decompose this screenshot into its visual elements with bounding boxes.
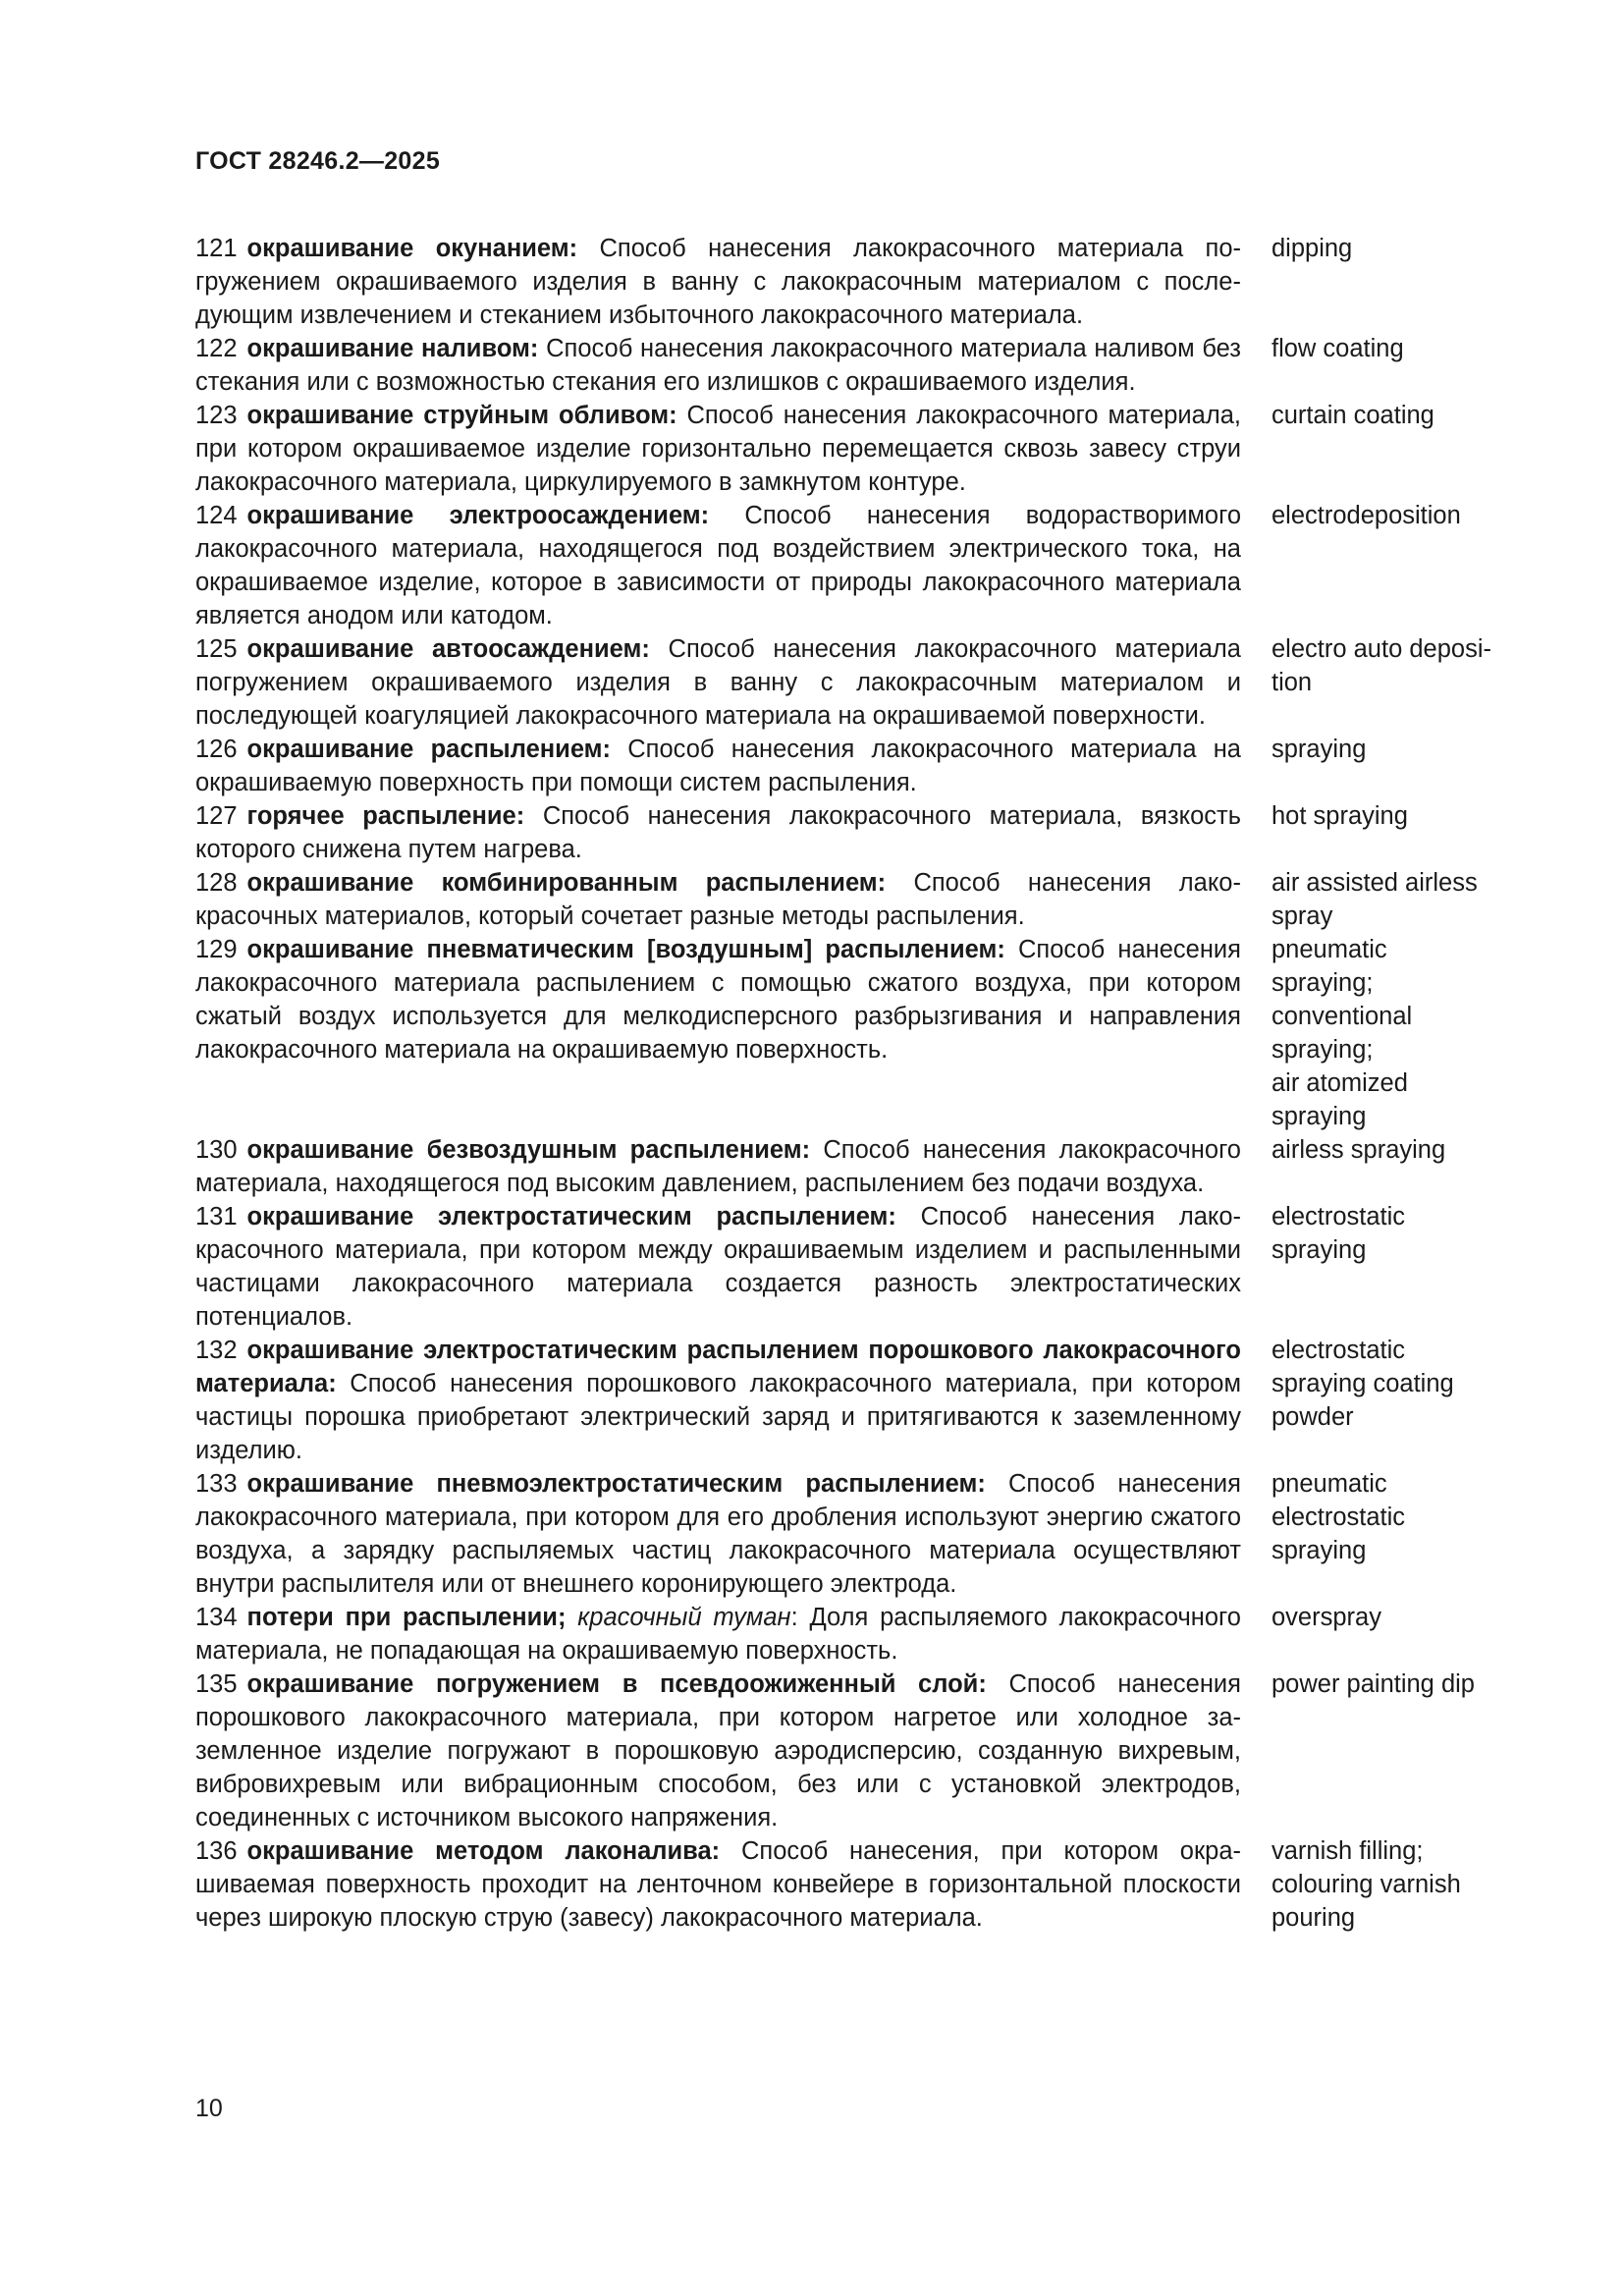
term-definition-text <box>195 399 1241 499</box>
term-name: горячее распыление: <box>246 802 525 830</box>
term-number: 132 <box>195 1337 238 1364</box>
english-equivalent <box>1271 499 1529 532</box>
english-equivalent <box>1271 733 1529 766</box>
term-number: 126 <box>195 736 238 763</box>
english-term-line: airless spraying <box>1271 1136 1446 1164</box>
term-entry <box>195 1834 1531 1935</box>
term-definition-text <box>195 632 1241 733</box>
english-term-line: air assisted airless <box>1271 869 1478 897</box>
term-name: окрашивание струйным обливом: <box>246 402 677 429</box>
english-equivalent <box>1271 399 1529 432</box>
english-equivalent <box>1271 232 1529 265</box>
term-entries <box>195 232 1531 1935</box>
term-definition: Способ нанесения лакокрасочного материала, при котором для его дробления используют энергию сжатого воздуха, а зарядку распыляемых частиц лакокрасочного материала осуществляют внутри распылителя или от внешнего коронирующего электрода. <box>195 1470 1241 1598</box>
english-equivalent <box>1271 1834 1529 1935</box>
term-definition: Способ нанесения лакокрасочного материала, при котором окрашиваемое изделие горизонтально перемещается сквозь завесу струи лакокрасочного материала, циркулируемого в замкнутом контуре. <box>195 402 1241 496</box>
english-term-line: air atomized <box>1271 1069 1408 1097</box>
english-term-line: flow coating <box>1271 335 1404 362</box>
term-name: окрашивание окунанием: <box>246 235 578 262</box>
english-term-line: varnish filling; <box>1271 1837 1424 1865</box>
english-term-line: curtain coating <box>1271 402 1434 429</box>
english-equivalent <box>1271 1200 1529 1267</box>
standard-designation: ГОСТ 28246.2—2025 <box>195 147 441 175</box>
english-term-line: electro auto deposi- <box>1271 635 1491 663</box>
term-entry <box>195 1467 1531 1601</box>
term-number: 131 <box>195 1203 238 1230</box>
term-entry <box>195 866 1531 933</box>
term-definition-text <box>195 733 1241 799</box>
term-entry <box>195 332 1531 399</box>
english-equivalent <box>1271 933 1529 1133</box>
term-entry <box>195 933 1531 1133</box>
english-term-line: spraying coating <box>1271 1370 1454 1397</box>
term-definition: Способ нанесения лакокрасочного материала, при котором между окрашиваемым изделием и распыленными частицами лакокрасочного материала создается разность электростатических потенциалов. <box>195 1203 1242 1331</box>
term-definition: Способ нанесения лакокрасочного материала распылением с помощью сжатого воздуха, при котором сжатый воздух используется для мелкодисперсного разбрызгивания и направления лакокрасочного материала на окрашиваемую поверхность. <box>195 936 1241 1064</box>
term-definition-text <box>195 799 1241 866</box>
term-entry <box>195 399 1531 499</box>
term-definition: Способ нанесения лакокрасочного материала наливом без стекания или с возможностью стекания его излишков с окрашиваемого изделия. <box>195 335 1241 396</box>
term-name: окрашивание наливом: <box>246 335 539 362</box>
english-term-line: pneumatic <box>1271 936 1387 963</box>
term-entry <box>195 1334 1531 1467</box>
term-definition-text <box>195 1601 1241 1667</box>
term-number: 136 <box>195 1837 238 1865</box>
english-term-line: conventional <box>1271 1003 1413 1030</box>
term-definition: Способ нанесения порошкового лакокрасочного материала, при котором частицы порошка приобретают электрический заряд и притягиваются к заземленному изделию. <box>195 1370 1241 1464</box>
term-definition-text <box>195 933 1241 1066</box>
english-term-line: spray <box>1271 902 1333 930</box>
english-term-line: electrostatic <box>1271 1503 1406 1531</box>
term-definition-text <box>195 1467 1241 1601</box>
english-equivalent <box>1271 1601 1529 1634</box>
english-term-line: power painting dip <box>1271 1670 1475 1698</box>
english-term-line: powder <box>1271 1403 1354 1431</box>
term-number: 134 <box>195 1604 238 1631</box>
term-definition: : Доля распыляемого лакокрасочного материала, не попадающая на окрашиваемую поверхность. <box>195 1604 1241 1665</box>
term-name: окрашивание комбинированным распылением: <box>246 869 887 897</box>
english-equivalent <box>1271 1133 1529 1167</box>
term-name: окрашивание распылением: <box>246 736 612 763</box>
term-definition-text <box>195 232 1241 332</box>
term-number: 133 <box>195 1470 238 1498</box>
term-definition-text <box>195 332 1241 399</box>
term-definition: Способ нанесения лакокрасочных материалов, который сочетает разные методы распыления. <box>195 869 1241 930</box>
term-name: потери при распылении; <box>246 1604 567 1631</box>
term-number: 121 <box>195 235 238 262</box>
term-definition-text <box>195 1667 1241 1834</box>
term-number: 135 <box>195 1670 238 1698</box>
term-entry <box>195 632 1531 733</box>
term-definition: Способ нанесения порошкового лакокрасочного материала, при котором нагретое или холодное заземленное изделие погружают в порошковую аэродисперсию, созданную вихревым, вибровихревым или вибрационным способом, без или с установкой электродов, соединенных с источником высокого напряжения. <box>195 1670 1241 1831</box>
term-entry <box>195 1200 1531 1334</box>
english-term-line: spraying; <box>1271 1036 1374 1064</box>
term-definition: Способ нанесения лакокрасочного материала погружением окрашиваемого изделия в ванну с лакокрасочным материалом и последующей коагуляцией лакокрасочного материала на окрашиваемой поверхности. <box>195 635 1241 730</box>
term-number: 125 <box>195 635 238 663</box>
term-definition-text <box>195 1834 1241 1935</box>
english-term-line: colouring varnish <box>1271 1871 1461 1898</box>
term-entry <box>195 1667 1531 1834</box>
term-definition-text <box>195 1200 1241 1334</box>
term-number: 130 <box>195 1136 238 1164</box>
term-definition: Способ нанесения лакокрасочного материала, вязкость которого снижена путем нагрева. <box>195 802 1241 863</box>
term-number: 122 <box>195 335 238 362</box>
english-term-line: dipping <box>1271 235 1353 262</box>
english-term-line: spraying; <box>1271 969 1374 997</box>
term-definition: Способ нанесения водорастворимого лакокрасочного материала, находящегося под воздействием электрического тока, на окрашиваемое изделие, которое в зависимости от природы лакокрасочного материала является анодом или катодом. <box>195 502 1241 629</box>
term-number: 127 <box>195 802 238 830</box>
term-name: окрашивание электростатическим распылением порошкового лакокрасочного материала: <box>195 1337 1241 1397</box>
term-number: 123 <box>195 402 238 429</box>
english-term-line: pouring <box>1271 1904 1356 1932</box>
term-number: 129 <box>195 936 238 963</box>
term-name: окрашивание пневмоэлектростатическим распылением: <box>246 1470 986 1498</box>
term-name: окрашивание автоосаждением: <box>246 635 650 663</box>
term-name: окрашивание безвоздушным распылением: <box>246 1136 811 1164</box>
term-number: 128 <box>195 869 238 897</box>
term-definition-text <box>195 499 1241 632</box>
english-term-line: spraying <box>1271 736 1367 763</box>
term-entry <box>195 1601 1531 1667</box>
english-term-line: electrodeposition <box>1271 502 1461 529</box>
english-term-line: hot spraying <box>1271 802 1408 830</box>
term-definition: Способ нанесения лакокрасочного материала, находящегося под высоким давлением, распылением без подачи воздуха. <box>195 1136 1241 1197</box>
term-name: окрашивание погружением в псевдоожиженный слой: <box>246 1670 987 1698</box>
term-definition-text <box>195 866 1241 933</box>
english-term-line: spraying <box>1271 1103 1367 1130</box>
term-definition-text <box>195 1133 1241 1200</box>
term-entry <box>195 232 1531 332</box>
english-equivalent <box>1271 632 1529 699</box>
english-term-line: overspray <box>1271 1604 1381 1631</box>
english-equivalent <box>1271 866 1529 933</box>
english-equivalent <box>1271 1467 1529 1567</box>
english-equivalent <box>1271 1667 1529 1701</box>
page-number: 10 <box>195 2095 223 2122</box>
term-entry <box>195 1133 1531 1200</box>
english-term-line: spraying <box>1271 1236 1367 1264</box>
term-entry <box>195 499 1531 632</box>
english-term-line: spraying <box>1271 1537 1367 1564</box>
term-definition: Способ нанесения, при котором окрашиваемая поверхность проходит на ленточном конвейере в горизонтальной плоскости через широкую плоскую струю (завесу) лакокрасочного материала. <box>195 1837 1242 1932</box>
term-definition: Способ нанесения лакокрасочного материала погружением окрашиваемого изделия в ванну с лакокрасочным материалом с последующим извлечением и стеканием избыточного лакокрасочного материала. <box>195 235 1241 329</box>
english-equivalent <box>1271 332 1529 365</box>
term-name: окрашивание методом лаконалива: <box>246 1837 721 1865</box>
term-synonym: красочный туман <box>577 1604 791 1631</box>
term-definition: Способ нанесения лакокрасочного материала на окрашиваемую поверхность при помощи систем распыления. <box>195 736 1241 796</box>
english-equivalent <box>1271 1334 1529 1434</box>
term-definition-text <box>195 1334 1241 1467</box>
english-term-line: tion <box>1271 669 1313 696</box>
term-entry <box>195 799 1531 866</box>
term-name: окрашивание электростатическим распылением: <box>246 1203 896 1230</box>
term-name: окрашивание пневматическим [воздушным] распылением: <box>246 936 1005 963</box>
english-equivalent <box>1271 799 1529 833</box>
english-term-line: electrostatic <box>1271 1337 1406 1364</box>
term-name: окрашивание электроосаждением: <box>246 502 710 529</box>
english-term-line: electrostatic <box>1271 1203 1406 1230</box>
term-entry <box>195 733 1531 799</box>
term-number: 124 <box>195 502 238 529</box>
english-term-line: pneumatic <box>1271 1470 1387 1498</box>
